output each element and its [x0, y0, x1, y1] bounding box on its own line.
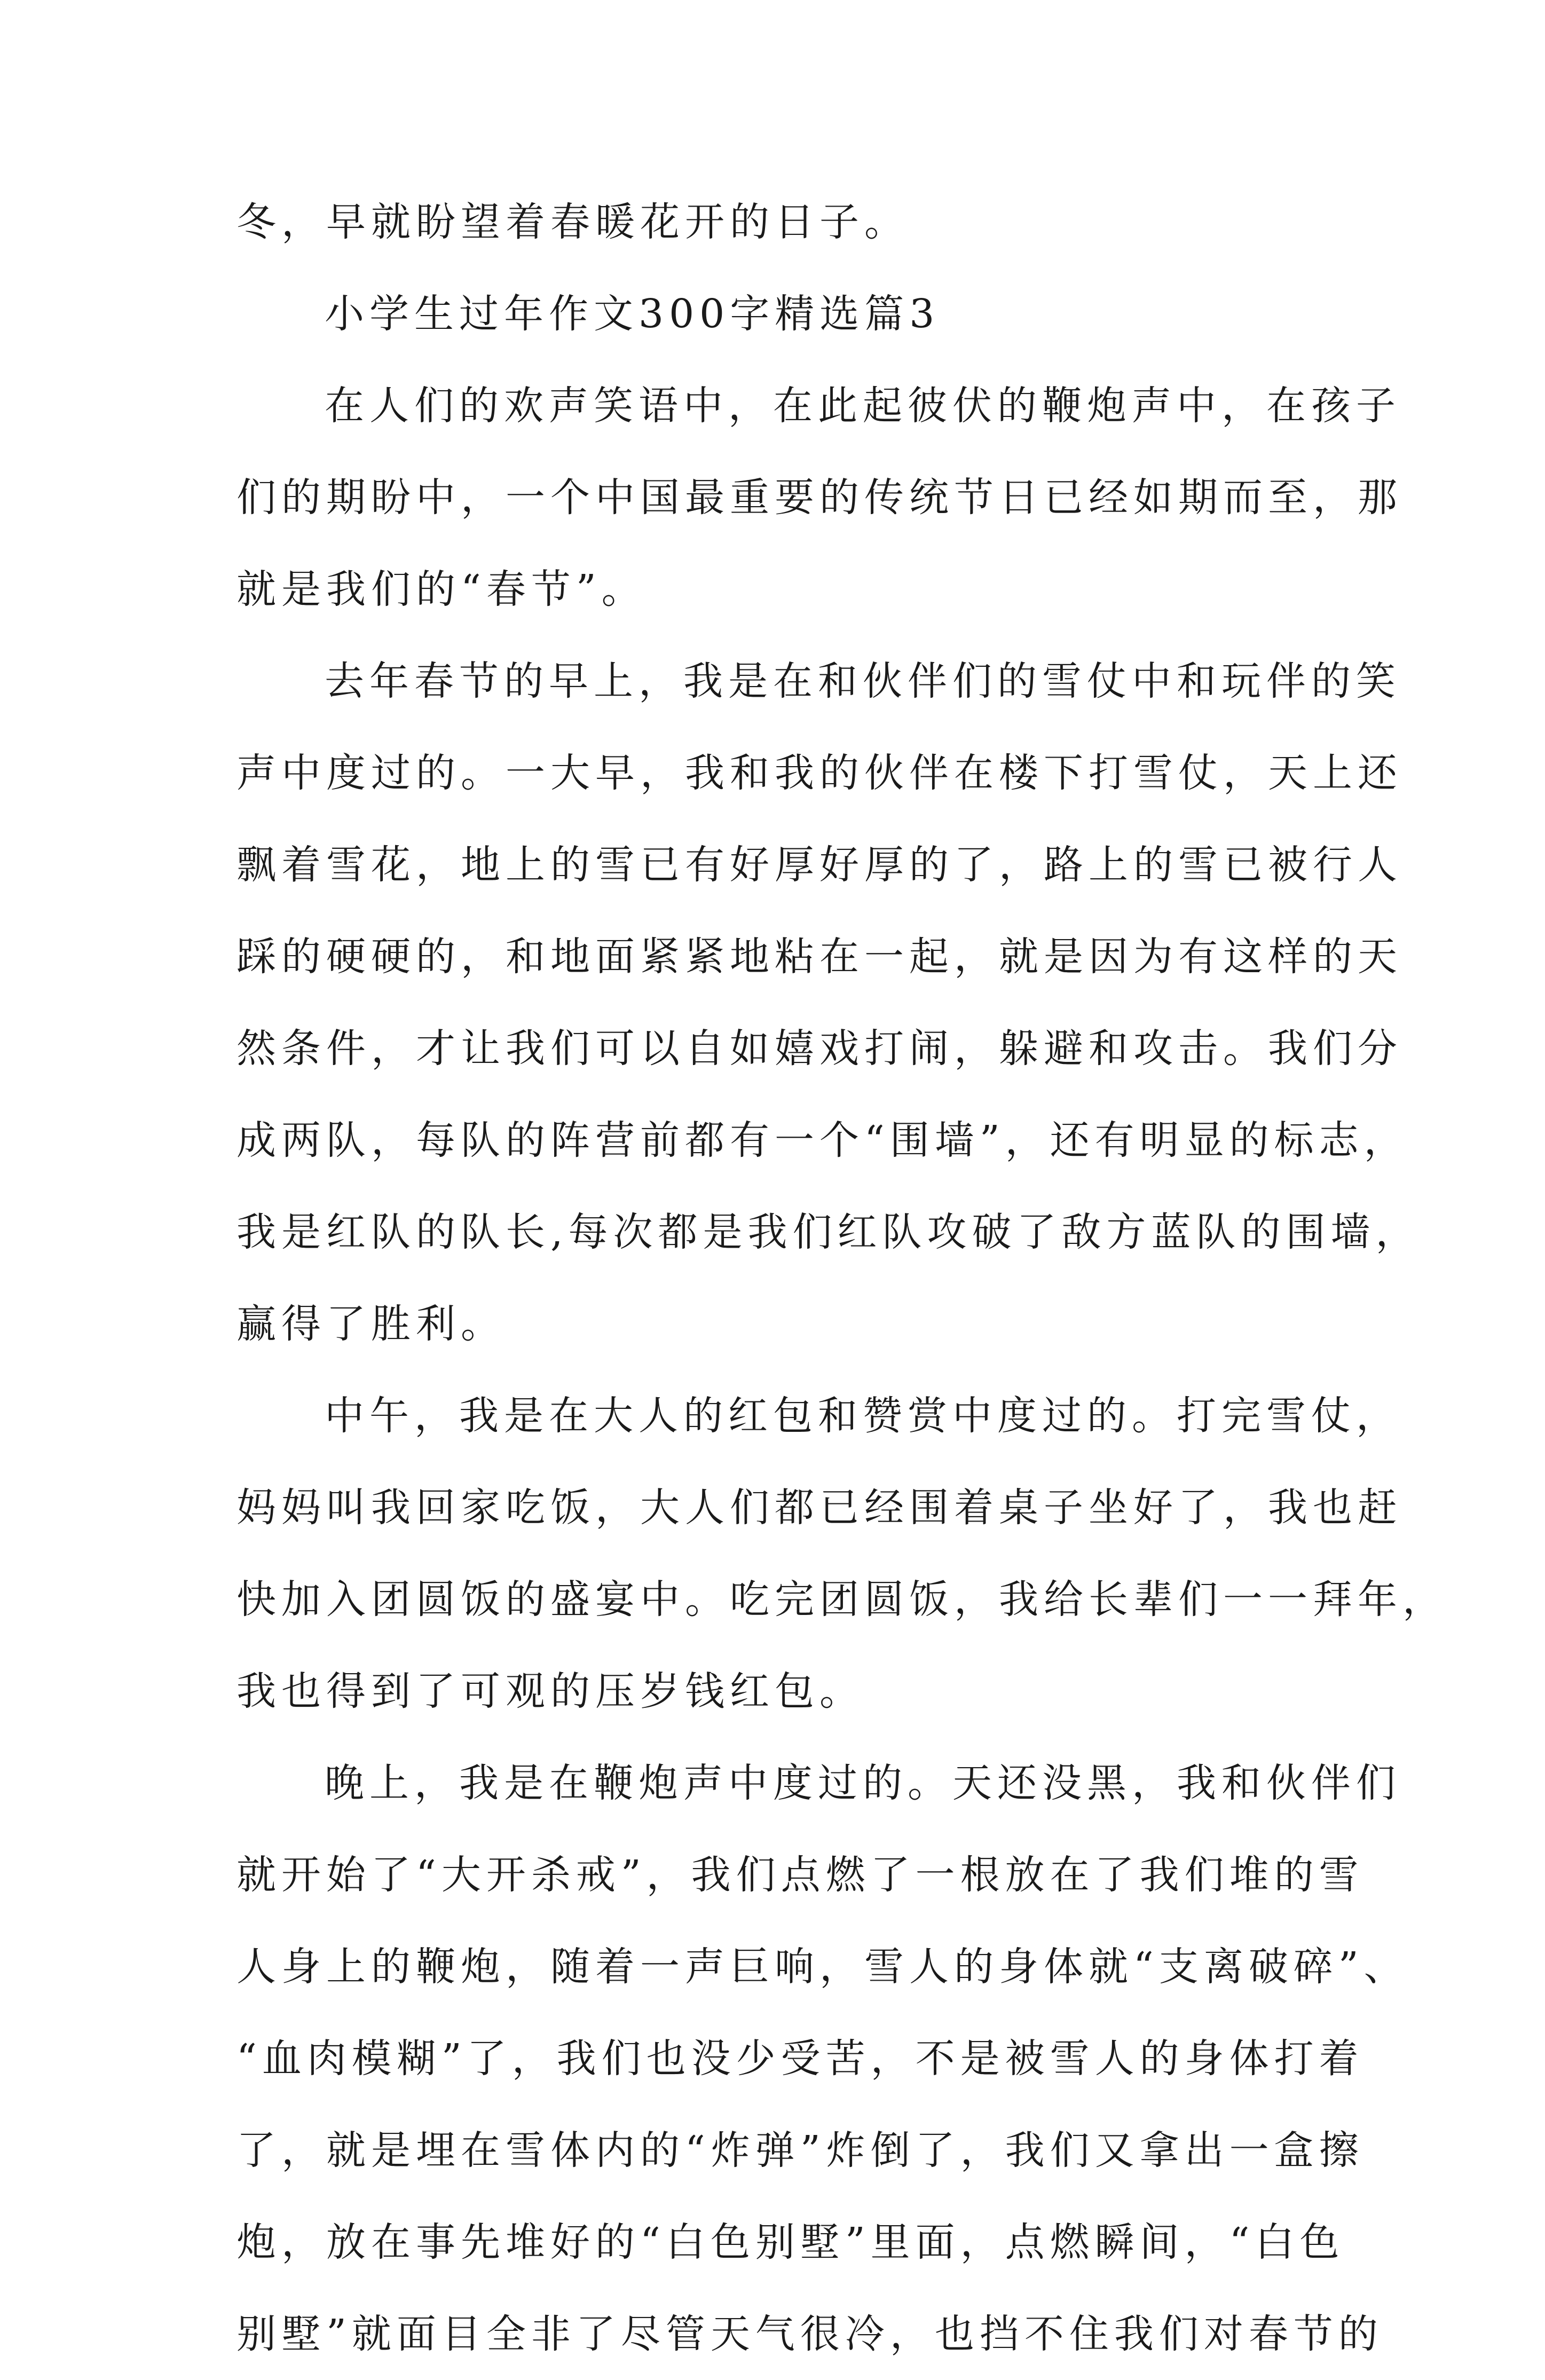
text-line: 去年春节的早上，我是在和伙伴们的雪仗中和玩伴的笑: [325, 658, 1401, 704]
text-line: 中午，我是在大人的红包和赞赏中度过的。打完雪仗，: [325, 1393, 1401, 1439]
text-line: 晚上，我是在鞭炮声中度过的。天还没黑，我和伙伴们: [325, 1760, 1401, 1806]
text-line: 们的期盼中，一个中国最重要的传统节日已经如期而至，那: [237, 475, 1402, 521]
text-line: 就是我们的“春节”。: [237, 566, 647, 612]
text-line: 我也得到了可观的压岁钱红包。: [237, 1668, 864, 1714]
text-line: 炮，放在事先堆好的“白色别墅”里面，点燃瞬间，“白色: [237, 2219, 1345, 2265]
text-line: 冬，早就盼望着春暖花开的日子。: [237, 199, 909, 245]
text-line: 妈妈叫我回家吃饭，大人们都已经围着桌子坐好了，我也赶: [237, 1485, 1402, 1531]
text-line: 踩的硬硬的，和地面紧紧地粘在一起，就是因为有这样的天: [237, 934, 1402, 980]
text-line: 赢得了胜利。: [237, 1301, 506, 1347]
text-line: 了，就是埋在雪体内的“炸弹”炸倒了，我们又拿出一盒擦: [237, 2127, 1364, 2173]
text-line: 我是红队的队长,每次都是我们红队攻破了敌方蓝队的围墙，: [237, 1209, 1421, 1255]
text-line: 飘着雪花，地上的雪已有好厚好厚的了，路上的雪已被行人: [237, 842, 1402, 888]
text-line: 在人们的欢声笑语中，在此起彼伏的鞭炮声中，在孩子: [325, 383, 1401, 429]
text-line: 然条件，才让我们可以自如嬉戏打闹，躲避和攻击。我们分: [237, 1026, 1402, 1071]
text-line: 快加入团圆饭的盛宴中。吃完团圆饭，我给长辈们一一拜年，: [237, 1577, 1447, 1622]
text-line: 成两队，每队的阵营前都有一个“围墙”，还有明显的标志，: [237, 1117, 1409, 1163]
text-line: “血肉模糊”了，我们也没少受苦，不是被雪人的身体打着: [237, 2036, 1364, 2082]
text-line: 声中度过的。一大早，我和我的伙伴在楼下打雪仗，天上还: [237, 750, 1402, 796]
text-line: 就开始了“大开杀戒”，我们点燃了一根放在了我们堆的雪: [237, 1852, 1364, 1898]
section-heading: 小学生过年作文300字精选篇3: [325, 291, 940, 337]
text-line: 别墅”就面目全非了尽管天气很冷，也挡不住我们对春节的: [237, 2311, 1383, 2357]
text-line: 人身上的鞭炮，随着一声巨响，雪人的身体就“支离破碎”、: [237, 1944, 1409, 1990]
essay-text: [237, 176, 1447, 2380]
